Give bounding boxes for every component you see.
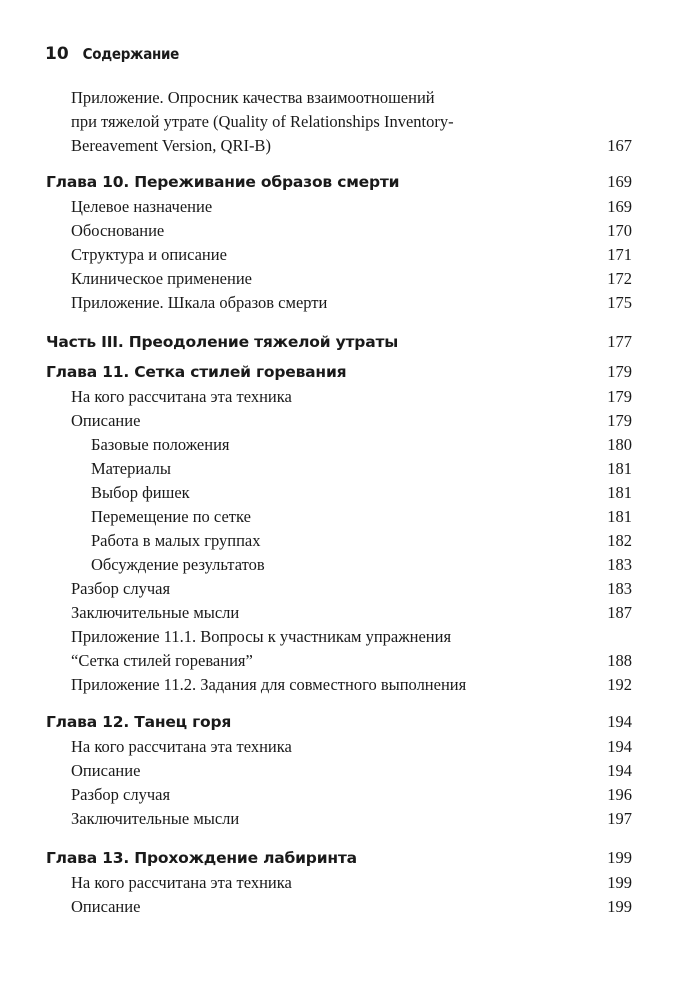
toc-entry-text: На кого рассчитана эта техника [71, 387, 292, 406]
running-title: Содержание [82, 45, 180, 63]
toc-entry-text: Материалы [91, 459, 171, 478]
toc-part-title: Часть III. Преодоление тяжелой утраты [46, 333, 399, 351]
toc-entry-text: Разбор случая [71, 579, 171, 598]
toc-page-number: 181 [607, 507, 632, 526]
toc-entry-text: Целевое назначение [71, 197, 213, 216]
toc-entry-text: На кого рассчитана эта техника [71, 873, 292, 892]
toc-page-number: 179 [607, 411, 632, 430]
toc-page-number: 181 [607, 483, 632, 502]
toc-page-number: 183 [607, 555, 632, 574]
toc-entry-text: Клиническое применение [71, 269, 252, 288]
toc-entry-text: Приложение. Опросник качества взаимоотношений [71, 88, 435, 107]
toc-entry-text: Описание [71, 897, 141, 916]
page-number: 10 [45, 44, 69, 64]
toc-entry-text: Обоснование [71, 221, 165, 240]
toc-entry-text: при тяжелой утрате (Quality of Relationships Inventory- [71, 112, 454, 131]
toc-page-number: 199 [607, 848, 632, 867]
toc-page-number: 167 [607, 136, 632, 155]
toc-page-number: 197 [607, 809, 632, 828]
toc-page-number: 170 [607, 221, 632, 240]
toc-page-number: 187 [607, 603, 632, 622]
toc-entry-text: На кого рассчитана эта техника [71, 737, 292, 756]
toc-entry-text: “Сетка стилей горевания” [71, 651, 253, 670]
toc-page-number: 196 [607, 785, 632, 804]
toc-page-number: 199 [607, 897, 632, 916]
toc-entry [0, 625, 688, 673]
toc-page-number: 177 [607, 332, 632, 351]
toc-entry-text: Базовые положения [91, 435, 230, 454]
toc-page-number: 188 [607, 651, 632, 670]
toc-chapter-title: Глава 10. Переживание образов смерти [46, 173, 400, 191]
toc-page-number: 175 [607, 293, 632, 312]
toc-page-number: 194 [607, 761, 632, 780]
toc-page-number: 192 [607, 675, 632, 694]
toc-page-number: 169 [607, 172, 632, 191]
toc-entry-text: Описание [71, 761, 141, 780]
toc-entry-text: Работа в малых группах [91, 531, 261, 550]
toc-page-number: 172 [607, 269, 632, 288]
toc-entry-text: Bereavement Version, QRI-B) [71, 136, 271, 155]
toc-entry-text: Разбор случая [71, 785, 171, 804]
toc-entry-text: Приложение 11.2. Задания для совместного выполнения [71, 675, 467, 694]
toc-entry-text: Выбор фишек [91, 483, 190, 502]
toc-entry-text: Перемещение по сетке [91, 507, 251, 526]
toc-page-number: 180 [607, 435, 632, 454]
toc-page-number: 199 [607, 873, 632, 892]
toc-page-number: 169 [607, 197, 632, 216]
toc-chapter-title: Глава 11. Сетка стилей горевания [46, 363, 347, 381]
toc-chapter-title: Глава 12. Танец горя [46, 713, 232, 731]
toc-page-number: 183 [607, 579, 632, 598]
running-header [45, 44, 179, 64]
toc-page-number: 179 [607, 362, 632, 381]
toc-page-number: 181 [607, 459, 632, 478]
toc-page-number: 171 [607, 245, 632, 264]
toc-page-number: 179 [607, 387, 632, 406]
toc-entry [0, 86, 688, 158]
toc-entry-text: Заключительные мысли [71, 809, 240, 828]
toc-entry-text: Описание [71, 411, 141, 430]
toc-entry-text: Обсуждение результатов [91, 555, 265, 574]
toc-page-number: 182 [607, 531, 632, 550]
toc-entry-text: Приложение. Шкала образов смерти [71, 293, 328, 312]
toc-entry-text: Заключительные мысли [71, 603, 240, 622]
toc-entry-text: Приложение 11.1. Вопросы к участникам упражнения [71, 627, 452, 646]
toc-chapter-title: Глава 13. Прохождение лабиринта [46, 849, 357, 867]
toc-page-number: 194 [607, 712, 632, 731]
toc-page-number: 194 [607, 737, 632, 756]
toc-entry-text: Структура и описание [71, 245, 227, 264]
